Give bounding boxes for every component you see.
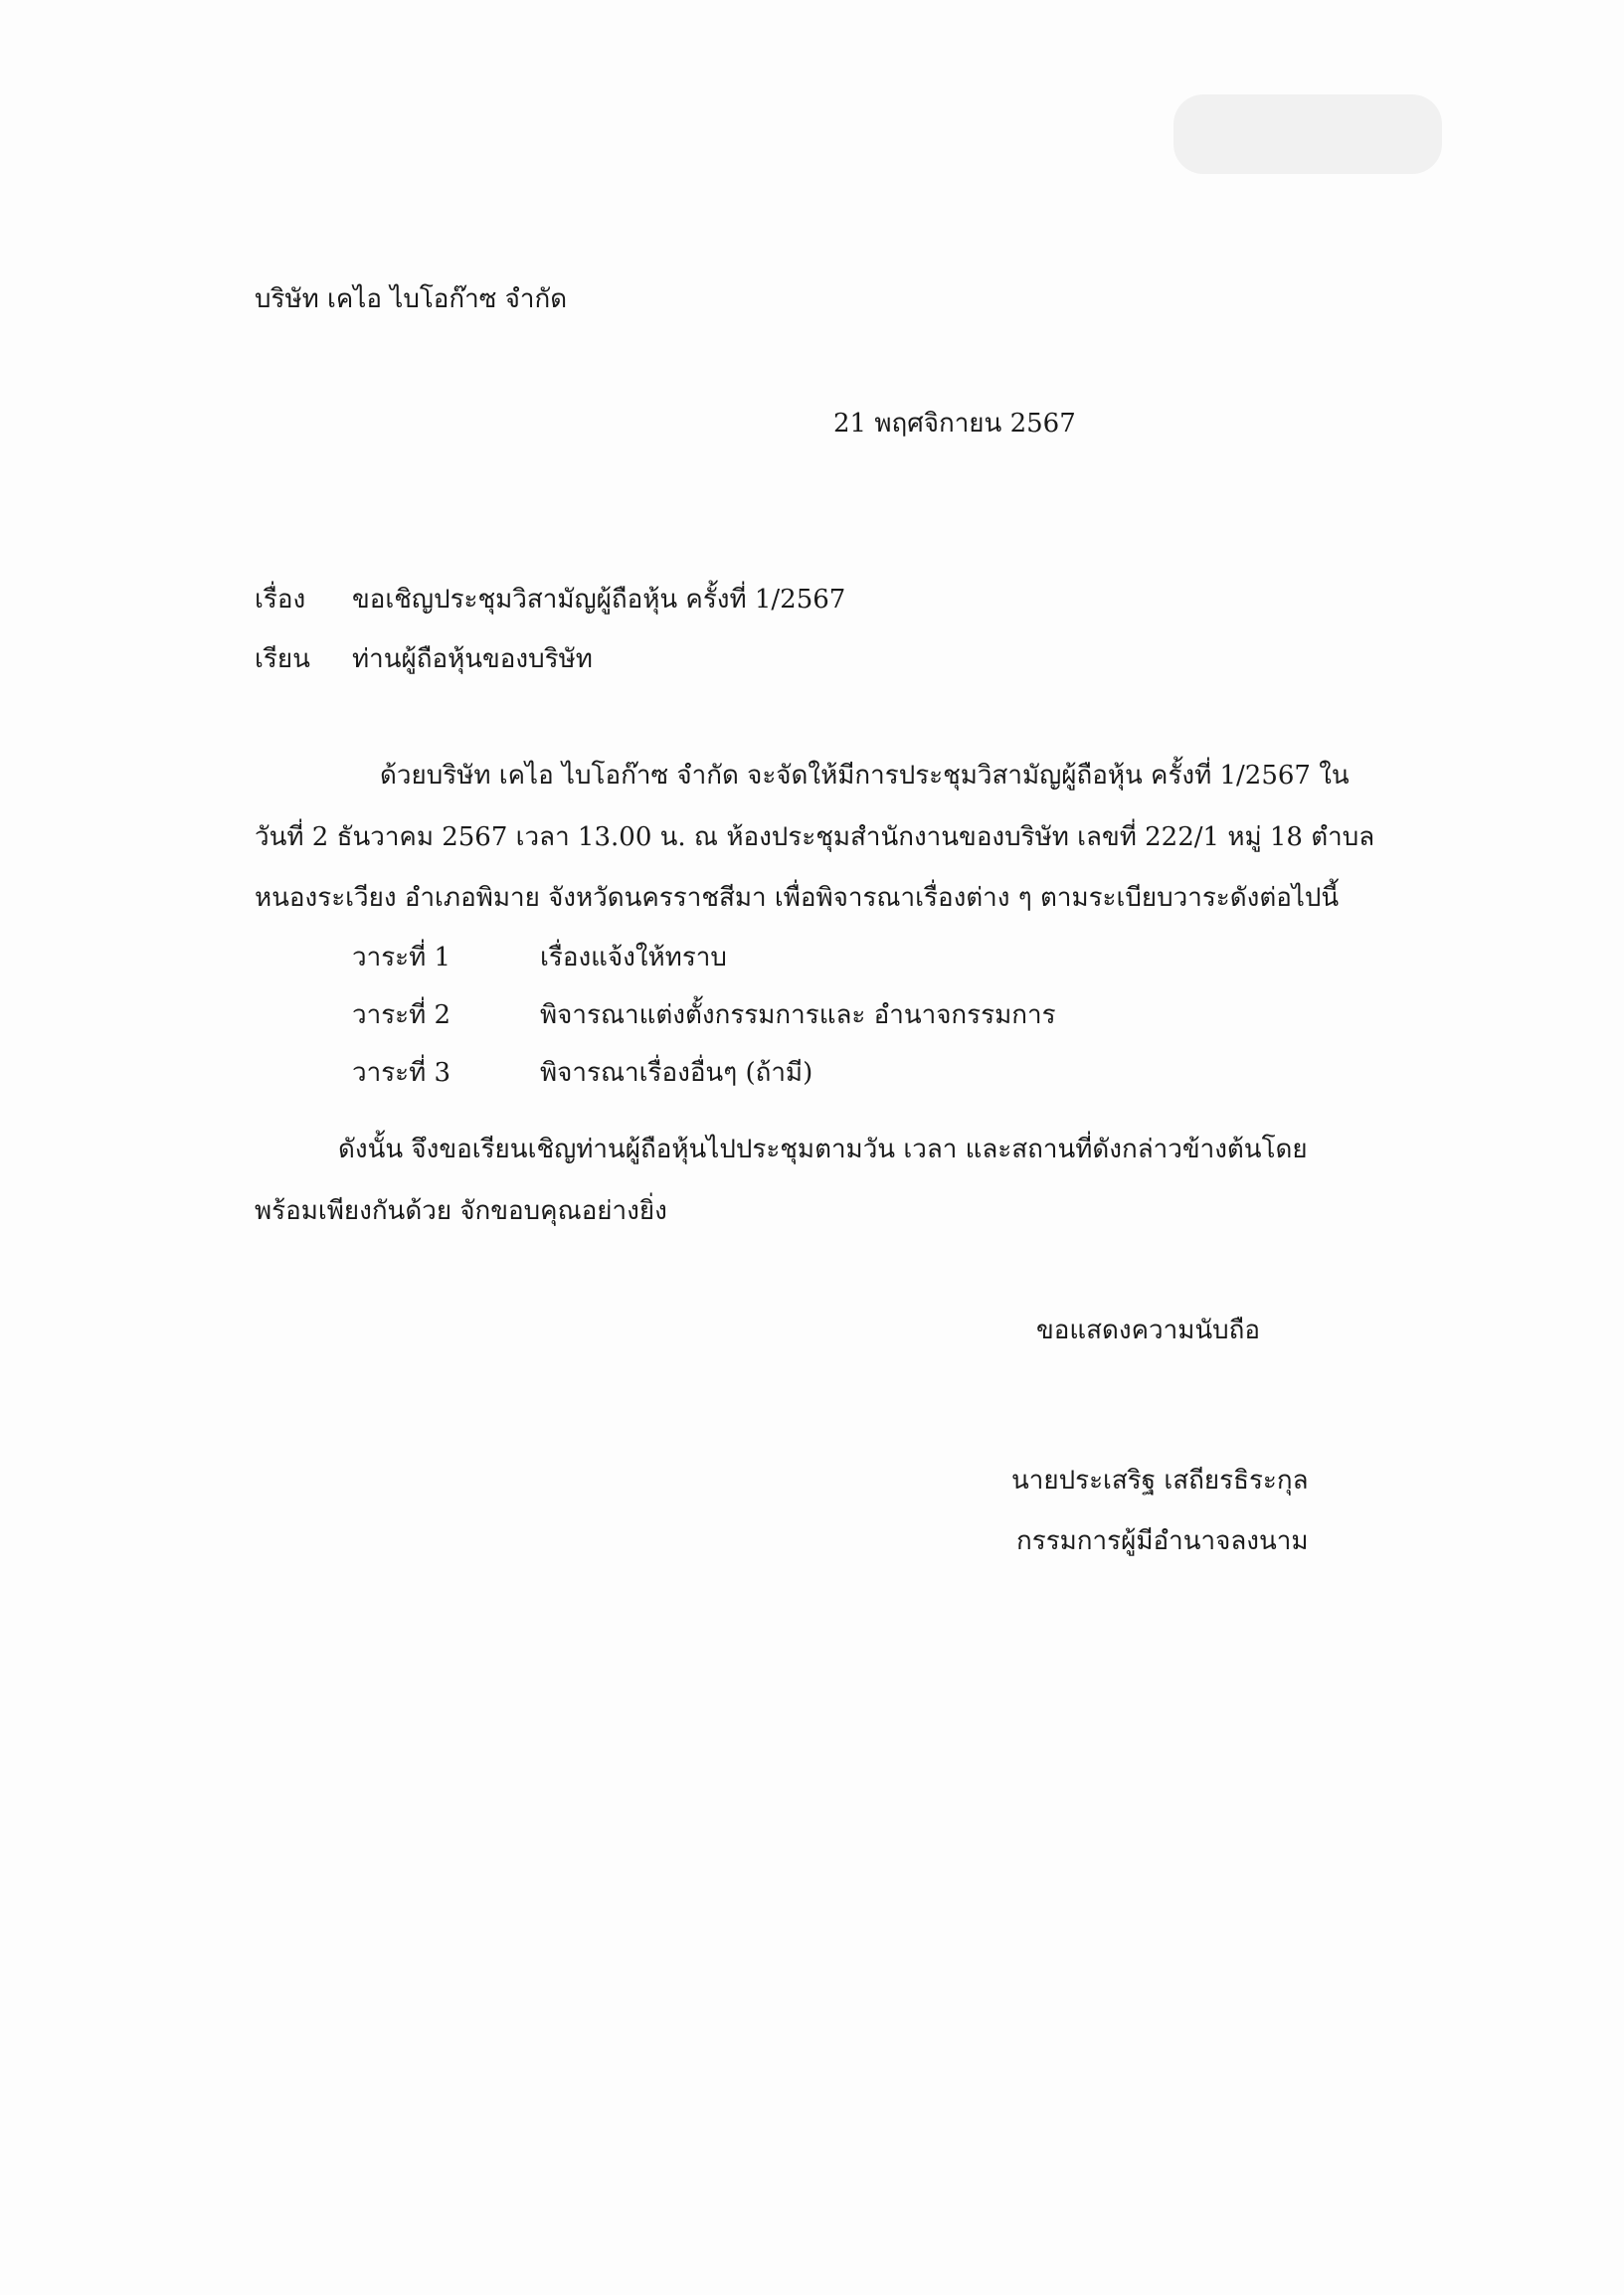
subject-label: เรื่อง (255, 585, 306, 615)
paragraph1-line: ด้วยบริษัท เคไอ ไบโอก๊าซ จำกัด จะจัดให้มีการประชุมวิสามัญผู้ถือหุ้น ครั้งที่ 1/2567 ใน (380, 761, 1350, 791)
agenda-text: เรื่องแจ้งให้ทราบ (540, 943, 727, 972)
agenda-text: พิจารณาแต่งตั้งกรรมการและ อำนาจกรรมการ (540, 1000, 1056, 1030)
signatory-name: นายประเสริฐ เสถียรธิระกุล (1011, 1466, 1309, 1496)
subject-text: ขอเชิญประชุมวิสามัญผู้ถือหุ้น ครั้งที่ 1/2567 (352, 585, 846, 615)
paragraph2-line: พร้อมเพียงกันด้วย จักขอบคุณอย่างยิ่ง (255, 1196, 667, 1226)
paragraph1-line: หนองระเวียง อำเภอพิมาย จังหวัดนครราชสีมา เพื่อพิจารณาเรื่องต่าง ๆ ตามระเบียบวาระดังต่อไปนี้ (255, 883, 1340, 913)
closing-phrase: ขอแสดงความนับถือ (1036, 1316, 1260, 1345)
agenda-text: พิจารณาเรื่องอื่นๆ (ถ้ามี) (540, 1058, 813, 1088)
paragraph2-line: ดังนั้น จึงขอเรียนเชิญท่านผู้ถือหุ้นไปประชุมตามวัน เวลา และสถานที่ดังกล่าวข้างต้นโดย (338, 1135, 1308, 1164)
company-name: บริษัท เคไอ ไบโอก๊าซ จำกัด (255, 284, 568, 314)
recipient-label: เรียน (255, 644, 310, 674)
recipient-text: ท่านผู้ถือหุ้นของบริษัท (352, 644, 593, 674)
agenda-number: วาระที่ 3 (352, 1058, 451, 1088)
paragraph1-line: วันที่ 2 ธันวาคม 2567 เวลา 13.00 น. ณ ห้องประชุมสำนักงานของบริษัท เลขที่ 222/1 หมู่ 18 ตำบล (255, 822, 1375, 852)
letter-date: 21 พฤศจิกายน 2567 (833, 409, 1076, 439)
agenda-number: วาระที่ 2 (352, 1000, 451, 1030)
show-through-mark (1173, 94, 1442, 174)
agenda-number: วาระที่ 1 (352, 943, 451, 972)
signatory-title: กรรมการผู้มีอำนาจลงนาม (1016, 1526, 1309, 1556)
